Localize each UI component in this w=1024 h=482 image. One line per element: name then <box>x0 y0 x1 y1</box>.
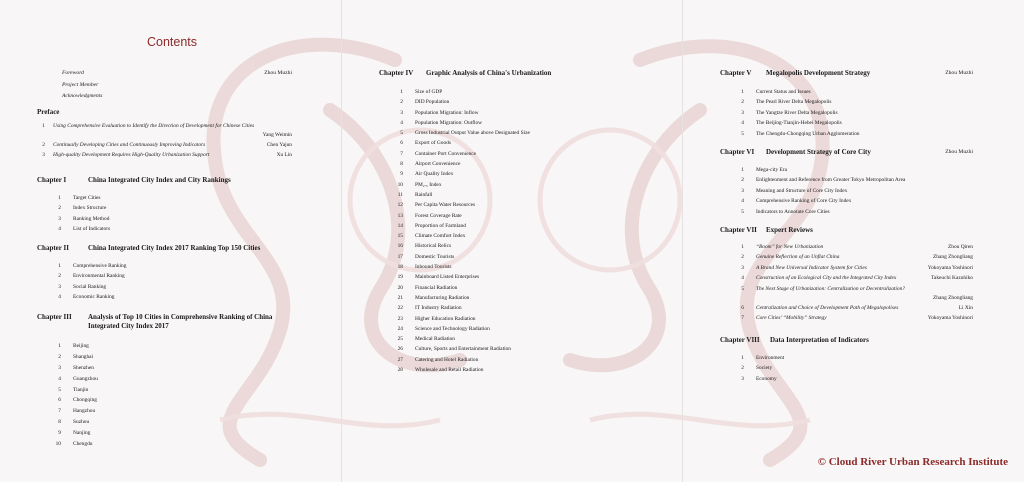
chapter-item[interactable]: 1 Target Cities <box>58 195 101 201</box>
chapter-item[interactable]: 1 Comprehensive Ranking <box>58 263 127 269</box>
review-item[interactable]: 2 Genuine Reflection of an Unflat China Zhang Zhongliang <box>741 254 973 261</box>
item-title: Historical Relics <box>415 243 452 250</box>
item-number: 20 <box>397 284 403 291</box>
item-number: 4 <box>741 120 744 127</box>
chapter-item[interactable] <box>720 196 973 206</box>
chapter-2-section <box>37 244 327 303</box>
review-item[interactable]: 6 Centralization and Choice of Development Path of Megalopolises Li Xin <box>741 304 973 311</box>
preface-item[interactable] <box>37 150 292 160</box>
chapter-heading[interactable] <box>37 244 327 253</box>
item-number: 3 <box>741 375 744 382</box>
item-title: Meaning and Structure of Core City Index <box>756 187 848 194</box>
item-number: 1 <box>741 89 744 95</box>
chapter-5-section <box>720 69 973 139</box>
item-title: Population Migration: Inflow <box>415 109 479 116</box>
chapter-item[interactable]: 2 Environmental Ranking <box>58 273 125 280</box>
item-number: 22 <box>397 305 403 312</box>
review-item[interactable]: 5 The Next Stage of Urbanization: Centralization or Decentralization? <box>741 285 905 292</box>
front-matter-label: Foreword <box>62 70 84 76</box>
chapter-item[interactable]: 4 Economic Ranking <box>58 294 115 301</box>
chapter-title: Graphic Analysis of China's Urbanization <box>426 69 552 77</box>
item-number: 8 <box>400 161 403 168</box>
chapter-item[interactable]: 7 Hangzhou <box>58 408 96 415</box>
chapter-item[interactable] <box>379 200 669 210</box>
chapter-1-section <box>37 176 292 235</box>
chapter-number: Chapter V <box>720 69 752 77</box>
chapter-item[interactable] <box>720 129 973 139</box>
chapter-item[interactable]: 6 Chongqing <box>58 397 97 404</box>
item-number: 24 <box>397 325 403 332</box>
chapter-item[interactable] <box>379 149 669 159</box>
chapter-title: Expert Reviews <box>766 226 813 234</box>
chapter-item[interactable]: 10 Chengdu <box>55 441 93 448</box>
chapter-item[interactable] <box>379 272 669 282</box>
item-title: Indicators to Annotate Core Cities <box>756 208 830 215</box>
item-number: 7 <box>400 150 403 157</box>
item-number: 3 <box>741 187 744 194</box>
item-title: Airport Convenience <box>415 161 461 168</box>
chapter-item[interactable]: 3 Shenzhen <box>58 364 94 371</box>
chapter-item[interactable] <box>379 190 669 200</box>
item-title: Population Migration: Outflow <box>415 119 483 126</box>
item-number: 26 <box>397 346 403 353</box>
chapter-title-line2: Integrated City Index 2017 <box>88 322 169 330</box>
item-number: 16 <box>397 243 403 250</box>
item-title: Society <box>756 365 773 372</box>
chapter-title: China Integrated City Index 2017 Ranking Top 150 Cities <box>88 244 261 252</box>
chapter-item[interactable] <box>720 353 973 363</box>
chapter-item[interactable]: 3 Ranking Method <box>58 215 110 222</box>
chapter-item[interactable] <box>379 324 669 334</box>
chapter-item[interactable] <box>379 334 669 344</box>
item-title: Higher Education Radiation <box>415 315 476 322</box>
section-title[interactable]: Preface <box>37 108 60 116</box>
item-title: Per Capita Water Resources <box>415 202 476 209</box>
preface-section <box>37 108 292 161</box>
front-matter <box>62 68 292 103</box>
chapter-item[interactable] <box>379 283 669 293</box>
item-number: 14 <box>397 222 403 229</box>
chapter-author: Zhou Muzhi <box>945 149 973 155</box>
chapter-item[interactable] <box>379 87 669 97</box>
item-title: Science and Technology Radiation <box>415 325 490 332</box>
chapter-title-line1: Analysis of Top 10 Cities in Comprehensive Ranking of China <box>88 313 273 321</box>
chapter-item[interactable] <box>379 118 669 128</box>
page-fold-right <box>682 0 683 482</box>
item-title: Wholesale and Retail Radiation <box>415 367 484 374</box>
item-title: Domestic Tourists <box>415 253 455 260</box>
chapter-item[interactable] <box>720 87 973 97</box>
item-title: Air Quality Index <box>415 171 454 178</box>
item-author: Xu Lin <box>276 152 292 159</box>
chapter-3-section <box>37 313 327 450</box>
item-number: 2 <box>741 99 744 106</box>
review-item[interactable]: 3 A Brand New Universal Indicator System for Cities Yokoyama Yoshinori <box>741 264 973 271</box>
item-number: 6 <box>400 140 403 147</box>
item-number: 5 <box>400 130 403 137</box>
item-title: Manufacturing Radiation <box>415 294 470 301</box>
review-item[interactable]: 4 Construction of an Ecological City and the Integrated City Index Takeuchi Kazuhiko <box>741 275 973 282</box>
chapter-item[interactable] <box>379 262 669 272</box>
item-title: Size of GDP <box>415 89 443 95</box>
item-number: 1 <box>741 355 744 361</box>
chapter-number: Chapter VI <box>720 148 755 156</box>
item-number: 3 <box>42 152 45 159</box>
chapter-item[interactable] <box>720 165 973 175</box>
item-number: 4 <box>741 198 744 205</box>
review-item[interactable]: 7 Core Cities’ “Mobility” Strategy Yokoyama Yoshinori <box>741 315 973 322</box>
item-number: 9 <box>400 171 403 178</box>
item-title: Economy <box>756 375 777 382</box>
chapter-heading[interactable] <box>37 176 292 185</box>
item-number: 12 <box>397 202 403 209</box>
item-number: 2 <box>741 177 744 184</box>
chapter-heading[interactable] <box>720 69 973 78</box>
item-title: Mainboard Listed Enterprises <box>415 274 480 281</box>
chapter-item[interactable] <box>379 138 669 148</box>
item-number: 2 <box>42 142 45 148</box>
chapter-item[interactable] <box>379 252 669 262</box>
item-title: Container Port Convenience <box>415 150 477 157</box>
front-matter-item[interactable] <box>62 91 292 103</box>
chapter-item[interactable] <box>720 363 973 373</box>
chapter-item[interactable] <box>379 159 669 169</box>
item-title: Export of Goods <box>415 140 451 147</box>
item-title: Current Status and Issues <box>756 89 811 95</box>
item-number: 11 <box>397 191 403 198</box>
item-number: 21 <box>397 294 403 301</box>
chapter-title: Development Strategy of Core City <box>766 148 871 156</box>
chapter-item[interactable] <box>379 231 669 241</box>
chapter-author: Zhou Muzhi <box>945 70 973 76</box>
item-title: Inbound Tourists <box>415 264 452 271</box>
item-title: Enlightenment and Reference from Greater Tokyo Metropolitan Area <box>756 177 906 184</box>
front-matter-label: Acknowledgments <box>62 93 103 99</box>
item-title: Continually Developing Cities and Continuously Improving Indicators <box>53 142 206 148</box>
item-title: Catering and Hotel Radiation <box>415 356 479 363</box>
item-author-row <box>37 131 292 140</box>
item-title: The Pearl River Delta Megalopolis <box>756 99 832 106</box>
page-fold-left <box>341 0 342 482</box>
item-title: Forest Coverage Rate <box>415 212 462 219</box>
chapter-6-section <box>720 148 973 217</box>
preface-item[interactable] <box>37 140 292 150</box>
item-title: IT Industry Radiation <box>415 305 462 312</box>
chapter-item[interactable]: 2 Shanghai <box>58 353 94 360</box>
item-title: PM₂.₅ Index <box>415 181 442 188</box>
front-matter-item[interactable] <box>62 80 292 92</box>
chapter-8-section <box>720 336 973 384</box>
item-title: Financial Radiation <box>415 284 458 291</box>
item-title: High-quality Development Requires High-Quality Urbanization Support <box>53 152 210 159</box>
item-title: Culture, Sports and Entertainment Radiation <box>415 346 511 353</box>
front-matter-author: Zhou Muzhi <box>264 70 292 76</box>
chapter-item[interactable] <box>379 241 669 251</box>
chapter-item[interactable]: 2 Index Structure <box>58 205 107 212</box>
item-number: 19 <box>397 274 403 281</box>
chapter-item[interactable] <box>720 207 973 217</box>
chapter-item[interactable] <box>379 293 669 303</box>
item-number: 2 <box>400 99 403 106</box>
chapter-item[interactable] <box>379 355 669 365</box>
item-title: The Beijing-Tianjin-Hebei Megalopolis <box>756 120 842 127</box>
item-title: Medical Radiation <box>415 336 455 343</box>
chapter-item[interactable] <box>720 186 973 196</box>
chapter-number: Chapter VII <box>720 226 757 234</box>
chapter-item[interactable]: 1 Beijing <box>58 343 89 349</box>
item-author: Zhang Zhongliang <box>933 294 973 301</box>
review-item[interactable]: 1 “Boom” for New Urbanization Zhou Qiren <box>741 244 973 250</box>
chapter-item[interactable] <box>379 221 669 231</box>
item-title: DID Population <box>415 99 450 106</box>
chapter-item[interactable]: 9 Nanjing <box>58 430 91 437</box>
item-number: 3 <box>400 109 403 116</box>
item-number: 25 <box>397 336 403 343</box>
front-matter-item[interactable] <box>62 68 292 80</box>
item-title: Mega-city Era <box>756 167 787 173</box>
chapter-item[interactable] <box>379 108 669 118</box>
chapter-title: China Integrated City Index and City Rankings <box>88 176 231 184</box>
chapter-heading[interactable] <box>720 226 973 235</box>
chapter-item[interactable] <box>720 175 973 185</box>
item-title: Climate Comfort Index <box>415 233 466 240</box>
chapter-number: Chapter IV <box>379 69 414 77</box>
chapter-heading[interactable] <box>37 313 327 331</box>
item-title: Comprehensive Ranking of Core City Index <box>756 198 852 205</box>
chapter-item[interactable] <box>720 374 973 384</box>
item-number: 27 <box>397 356 403 363</box>
chapter-title: Megalopolis Development Strategy <box>766 69 871 77</box>
chapter-item[interactable] <box>379 314 669 324</box>
chapter-item[interactable]: 4 Guangzhou <box>58 375 98 382</box>
item-author: Chen Yajun <box>266 142 292 148</box>
chapter-item[interactable] <box>379 344 669 354</box>
chapter-item[interactable] <box>379 303 669 313</box>
chapter-number: Chapter III <box>37 313 72 321</box>
chapter-7-section <box>720 226 973 324</box>
item-author-row <box>720 294 973 303</box>
chapter-number: Chapter VIII <box>720 336 760 344</box>
item-title: Using Comprehensive Evaluation to Identify the Direction of Development for Chinese Cities <box>53 123 255 129</box>
chapter-item[interactable] <box>379 169 669 179</box>
item-number: 1 <box>42 123 45 129</box>
chapter-item[interactable] <box>720 97 973 107</box>
chapter-item[interactable] <box>379 211 669 221</box>
item-number: 2 <box>741 365 744 372</box>
chapter-heading[interactable] <box>720 336 973 345</box>
item-number: 4 <box>400 119 403 126</box>
chapter-4-section <box>379 69 669 375</box>
copyright-notice: © Cloud River Urban Research Institute <box>817 456 1008 468</box>
item-title: The Chengdu-Chongqing Urban Agglomeration <box>756 130 860 137</box>
chapter-item[interactable] <box>720 118 973 128</box>
item-author: Yang Weimin <box>262 132 292 138</box>
item-number: 5 <box>741 130 744 137</box>
chapter-number: Chapter II <box>37 244 69 252</box>
item-number: 23 <box>397 315 403 322</box>
item-number: 17 <box>397 253 403 260</box>
item-number: 18 <box>397 264 403 271</box>
chapter-heading[interactable] <box>379 69 669 78</box>
item-number: 5 <box>741 208 744 215</box>
front-matter-label: Project Member <box>62 81 99 88</box>
chapter-item[interactable] <box>379 97 669 107</box>
item-number: 28 <box>397 367 403 374</box>
chapter-item[interactable] <box>379 180 669 190</box>
chapter-item[interactable] <box>379 128 669 138</box>
item-title: Rainfall <box>415 191 433 198</box>
item-number: 15 <box>397 233 403 240</box>
item-number: 10 <box>397 181 403 188</box>
page-title: Contents <box>147 35 198 49</box>
chapter-title: Data Interpretation of Indicators <box>770 336 869 344</box>
chapter-number: Chapter I <box>37 176 67 184</box>
item-number: 13 <box>397 212 403 219</box>
chapter-item[interactable] <box>720 108 973 118</box>
item-title: Environment <box>756 355 785 361</box>
item-number: 1 <box>400 89 403 95</box>
chapter-item[interactable]: 4 List of Indicators <box>58 226 111 233</box>
chapter-item[interactable] <box>379 365 669 375</box>
item-title: The Yangtze River Delta Megalopolis <box>756 109 838 116</box>
preface-item[interactable] <box>37 121 292 131</box>
item-number: 3 <box>741 109 744 116</box>
chapter-item[interactable]: 5 Tianjin <box>58 386 89 393</box>
chapter-heading[interactable] <box>720 148 973 157</box>
item-title: Gross Industrial Output Value above Designated Size <box>415 130 530 137</box>
chapter-item[interactable]: 3 Social Ranking <box>58 283 107 290</box>
item-number: 1 <box>741 167 744 173</box>
chapter-item[interactable]: 8 Suzhou <box>58 419 90 426</box>
item-title: Proportion of Farmland <box>415 222 466 229</box>
